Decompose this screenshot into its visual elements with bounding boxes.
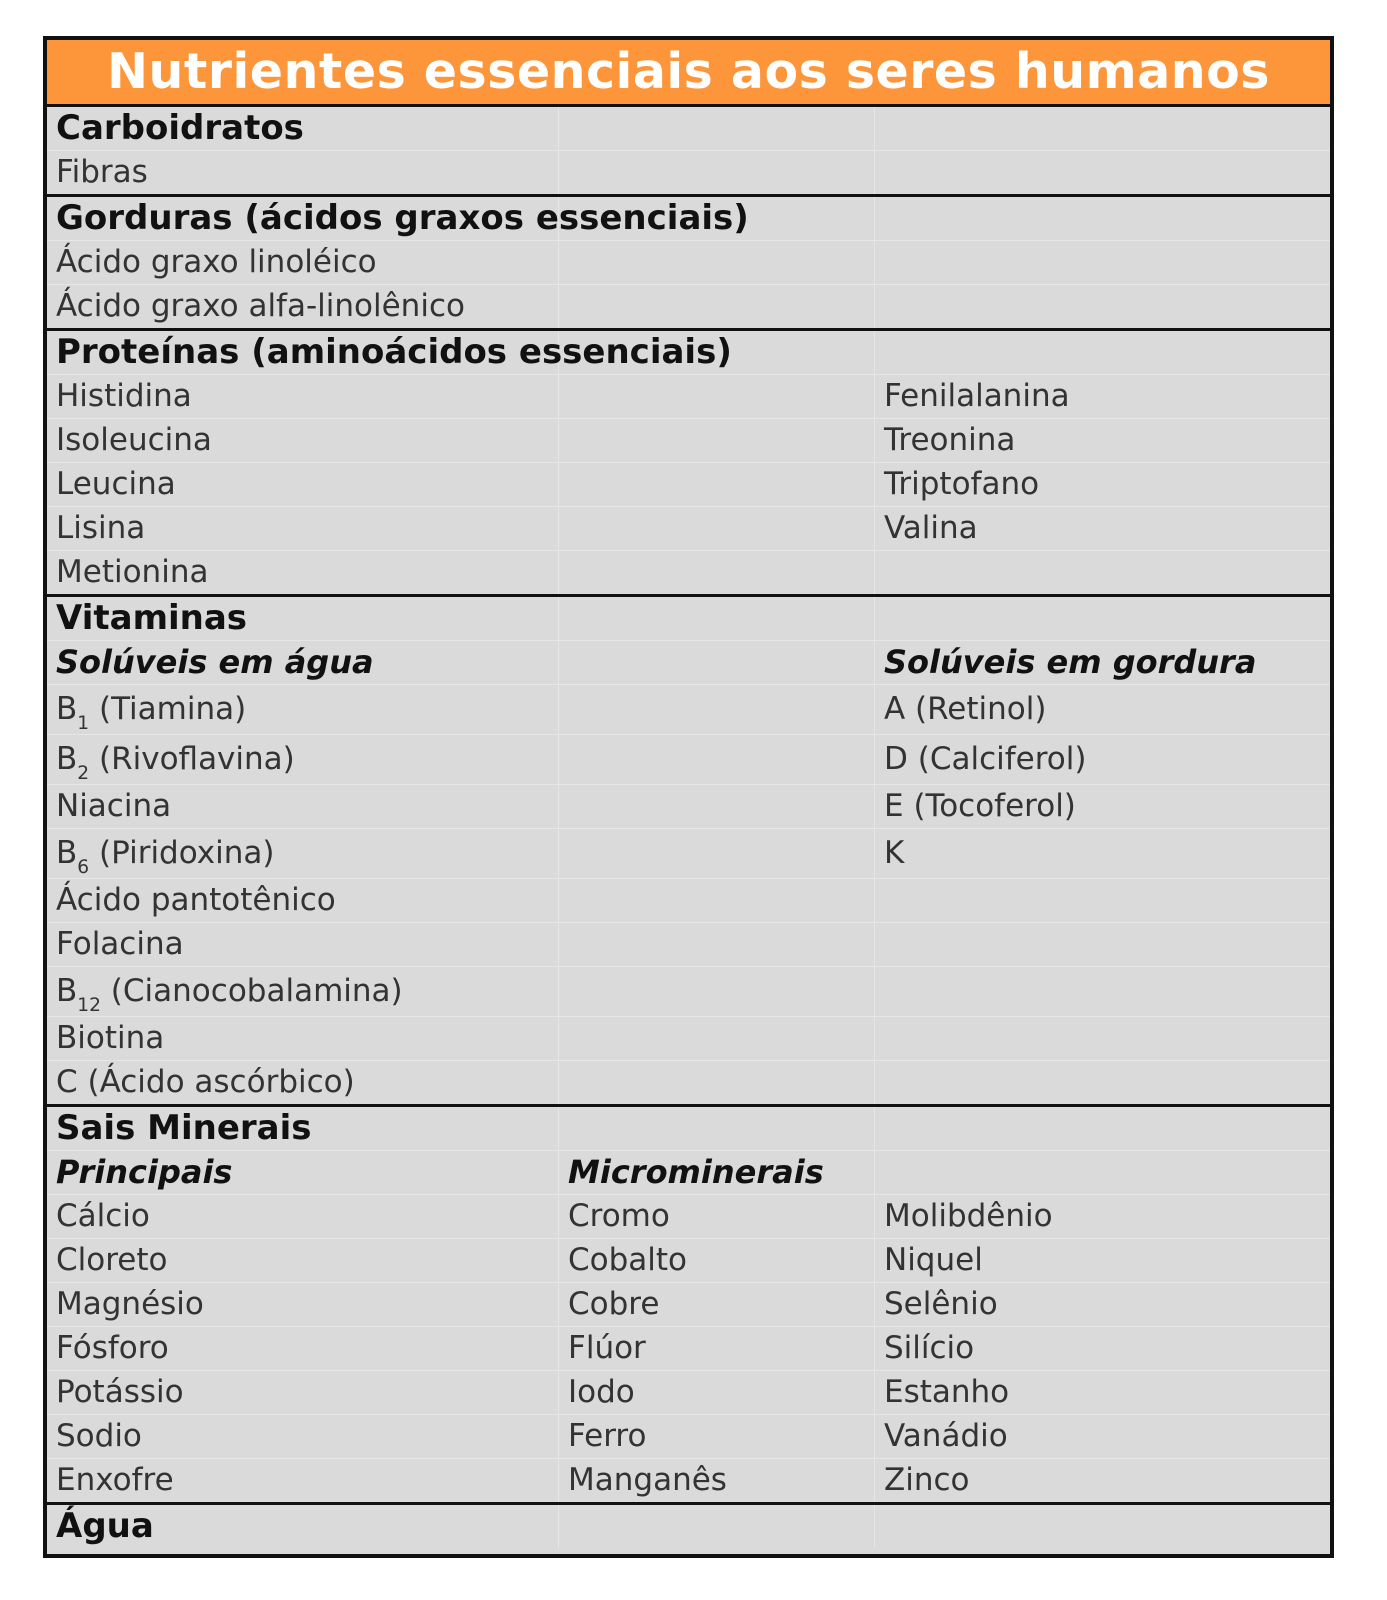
subheading-water: Solúveis em água [47, 641, 559, 684]
table-cell: Molibdênio [884, 1198, 1053, 1234]
section-heading: Proteínas (aminoácidos essenciais) [47, 331, 559, 374]
table-cell: C (Ácido ascórbico) [47, 1061, 559, 1104]
subheading-micro: Microminerais [559, 1151, 875, 1194]
table-cell: Ácido graxo alfa-linolênico [47, 285, 559, 328]
table-cell: Niquel [884, 1242, 983, 1278]
table-cell: K [884, 835, 905, 871]
table-cell: Flúor [559, 1327, 875, 1370]
table-cell: Ferro [559, 1415, 875, 1458]
table-cell: Manganês [559, 1459, 875, 1502]
table-cell: Magnésio [47, 1283, 559, 1326]
table-cell: Metionina [47, 551, 559, 594]
table-cell: Iodo [559, 1371, 875, 1414]
table-cell: Selênio [884, 1286, 998, 1322]
table-cell: D (Calciferol) [884, 741, 1087, 777]
table-cell: Fósforo [47, 1327, 559, 1370]
table-cell: Cromo [559, 1195, 875, 1238]
table-cell: Enxofre [47, 1459, 559, 1502]
table-cell: $B_{12}$ (Cianocobalamina) [47, 967, 559, 1016]
table-cell: Fenilalanina [884, 378, 1070, 414]
table-cell: $B_1$ (Tiamina) [47, 685, 559, 734]
table-cell: Sodio [47, 1415, 559, 1458]
section-heading: Vitaminas [47, 597, 559, 640]
section-minerais [47, 1107, 1330, 1505]
table-cell: Isoleucina [47, 419, 559, 462]
section-heading: Água [47, 1505, 559, 1548]
table-cell: Cloreto [47, 1239, 559, 1282]
table-cell: Leucina [47, 463, 559, 506]
table-cell: Triptofano [884, 466, 1040, 502]
table-cell: Estanho [884, 1374, 1010, 1410]
table-cell: Silício [884, 1330, 975, 1366]
section-heading: Carboidratos [47, 107, 559, 150]
table-cell: Cálcio [47, 1195, 559, 1238]
table-cell: Ácido graxo linoléico [47, 241, 559, 284]
section-heading: Gorduras (ácidos graxos essenciais) [47, 197, 559, 240]
subheading-fat: Solúveis em gordura [884, 643, 1257, 681]
subheading-principais: Principais [47, 1151, 559, 1194]
table-cell: Ácido pantotênico [47, 879, 559, 922]
table-cell: Vanádio [884, 1418, 1008, 1454]
table-cell: $B_6$ (Piridoxina) [47, 829, 559, 878]
table-cell: Histidina [47, 375, 559, 418]
table-cell: Fibras [47, 151, 559, 194]
section-vitaminas [47, 597, 1330, 1107]
section-carboidratos [47, 107, 1330, 197]
section-gorduras [47, 197, 1330, 331]
table-cell: Niacina [47, 785, 559, 828]
table-cell: E (Tocoferol) [884, 788, 1076, 824]
table-cell: Lisina [47, 507, 559, 550]
table-cell: Potássio [47, 1371, 559, 1414]
nutrients-table [43, 36, 1334, 1558]
table-cell: Cobre [559, 1283, 875, 1326]
table-cell: Biotina [47, 1017, 559, 1060]
table-cell: Cobalto [559, 1239, 875, 1282]
section-proteinas [47, 331, 1330, 597]
table-title: Nutrientes essenciais aos seres humanos [47, 40, 1330, 107]
table-cell: Treonina [884, 422, 1016, 458]
table-cell: $B_2$ (Rivoflavina) [47, 735, 559, 784]
table-cell: Valina [884, 510, 978, 546]
section-heading: Sais Minerais [47, 1107, 559, 1150]
table-cell: Folacina [47, 923, 559, 966]
section-agua [47, 1505, 1330, 1548]
table-cell: A (Retinol) [884, 691, 1047, 727]
table-cell: Zinco [884, 1462, 970, 1498]
